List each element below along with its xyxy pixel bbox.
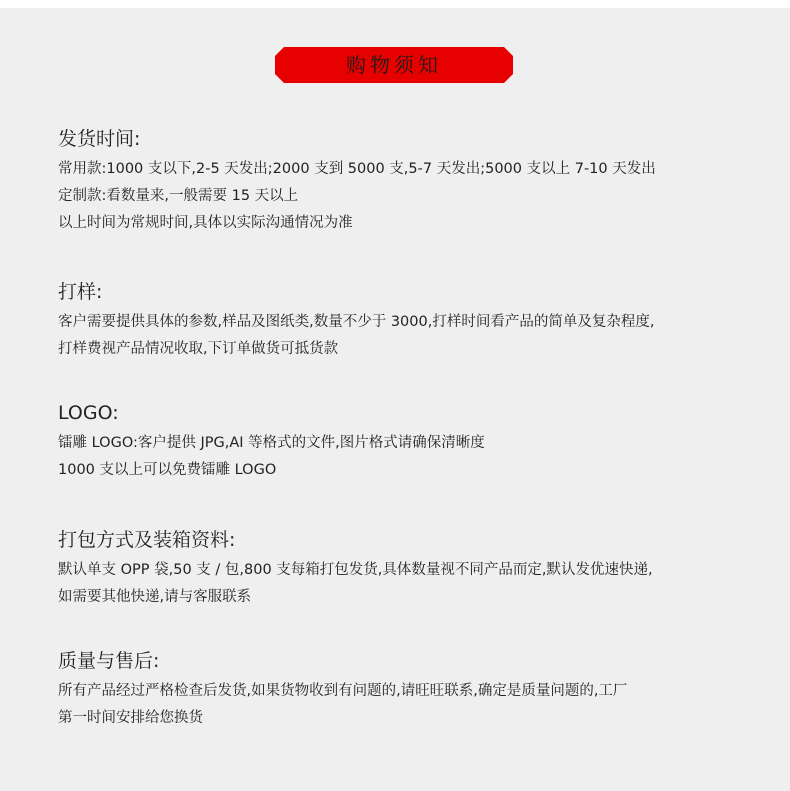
section-heading: 发货时间: [58,128,141,150]
section-line: 如需要其他快递,请与客服联系 [58,589,252,605]
section-line: 第一时间安排给您换货 [58,710,203,726]
notice-page [0,8,790,791]
section-heading: 打样: [58,281,103,303]
section-quality-aftersales [58,646,778,732]
title-banner [275,47,513,83]
section-line: 以上时间为常规时间,具体以实际沟通情况为准 [58,215,353,231]
page-title: 购物须知 [346,53,442,77]
section-line: 所有产品经过严格检查后发货,如果货物收到有问题的,请旺旺联系,确定是质量问题的,工厂 [58,683,628,699]
section-heading: 质量与售后: [58,650,160,672]
section-line: 默认单支 OPP 袋,50 支 / 包,800 支每箱打包发货,具体数量视不同产品而定,默认发优速快递, [58,562,653,578]
section-line: 定制款:看数量来,一般需要 15 天以上 [58,188,299,204]
section-heading: 打包方式及装箱资料: [58,529,236,551]
section-shipping-time [58,124,778,237]
section-line: 镭雕 LOGO:客户提供 JPG,AI 等格式的文件,图片格式请确保清晰度 [58,435,485,451]
section-sampling [58,277,778,363]
section-heading: LOGO: [58,402,119,424]
section-line: 常用款:1000 支以下,2-5 天发出;2000 支到 5000 支,5-7 天发出;5000 支以上 7-10 天发出 [58,161,656,177]
section-line: 打样费视产品情况收取,下订单做货可抵货款 [58,341,339,357]
section-line: 客户需要提供具体的参数,样品及图纸类,数量不少于 3000,打样时间看产品的简单及复杂程度, [58,314,655,330]
section-packaging [58,525,778,611]
section-logo [58,398,778,484]
section-line: 1000 支以上可以免费镭雕 LOGO [58,462,277,478]
